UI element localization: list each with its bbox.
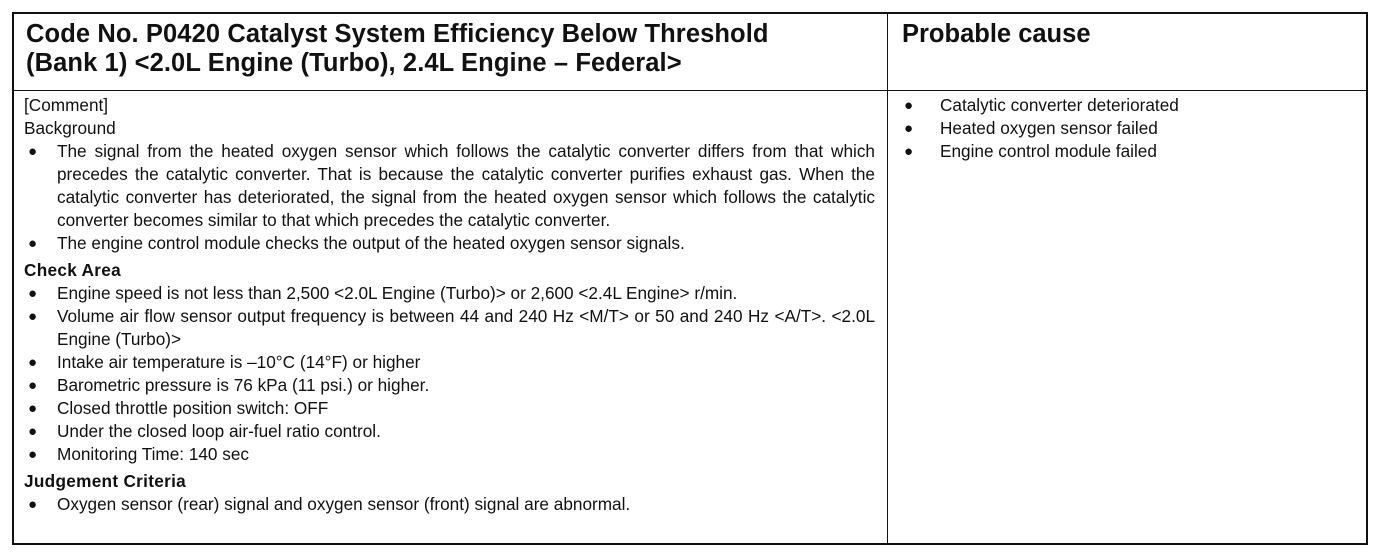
bullet-icon: ●	[28, 496, 38, 513]
list-item	[24, 305, 875, 351]
bullet-icon: ●	[904, 120, 914, 137]
bullet-icon: ●	[28, 377, 38, 394]
check-area-item-text: Barometric pressure is 76 kPa (11 psi.) or higher.	[57, 375, 430, 395]
check-area-heading: Check Area	[24, 260, 121, 280]
list-item	[902, 140, 1352, 163]
bullet-icon: ●	[904, 143, 914, 160]
list-item	[24, 374, 875, 397]
check-area-item-text: Under the closed loop air-fuel ratio control.	[57, 421, 381, 441]
background-list	[24, 140, 875, 255]
list-item	[24, 282, 875, 305]
bullet-icon: ●	[28, 446, 38, 463]
background-item-text: The signal from the heated oxygen sensor which follows the catalytic converter differs from that which precedes the catalytic converter. That is because the catalytic converter purifies exhaust gas. When the catalytic converter has deteriorated, the signal from the heated oxygen sensor which follows the catalytic converter becomes similar to that which precedes the catalytic converter.	[57, 141, 875, 230]
list-item	[24, 397, 875, 420]
probable-cause-item-text: Heated oxygen sensor failed	[940, 118, 1158, 138]
judgement-item-text: Oxygen sensor (rear) signal and oxygen sensor (front) signal are abnormal.	[57, 494, 631, 514]
background-item-text: The engine control module checks the output of the heated oxygen sensor signals.	[57, 233, 685, 253]
code-title-cell	[14, 14, 888, 91]
list-item	[24, 232, 875, 255]
check-area-list	[24, 282, 875, 466]
judgement-criteria-list	[24, 493, 875, 516]
list-item	[24, 140, 875, 232]
list-item	[902, 117, 1352, 140]
check-area-item-text: Closed throttle position switch: OFF	[57, 398, 329, 418]
probable-cause-heading: Probable cause	[902, 20, 1091, 48]
background-label: Background	[24, 118, 116, 138]
check-area-item-text: Intake air temperature is –10°C (14°F) or higher	[57, 352, 421, 372]
bullet-icon: ●	[28, 423, 38, 440]
comment-label: [Comment]	[24, 95, 109, 115]
comment-cell	[14, 91, 888, 543]
list-item	[902, 94, 1352, 117]
list-item	[24, 443, 875, 466]
check-area-item-text: Engine speed is not less than 2,500 <2.0L Engine (Turbo)> or 2,600 <2.4L Engine> r/min.	[57, 283, 738, 303]
probable-cause-item-text: Engine control module failed	[940, 141, 1157, 161]
check-area-item-text: Volume air flow sensor output frequency is between 44 and 240 Hz <M/T> or 50 and 240 Hz <A/T>. <2.0L Engine (Turbo)>	[57, 306, 875, 349]
probable-cause-item-text: Catalytic converter deteriorated	[940, 95, 1179, 115]
list-item	[24, 420, 875, 443]
bullet-icon: ●	[28, 400, 38, 417]
code-title-line1: Code No. P0420 Catalyst System Efficiency Below Threshold	[26, 20, 769, 48]
bullet-icon: ●	[28, 235, 38, 252]
judgement-criteria-heading: Judgement Criteria	[24, 471, 187, 491]
dtc-table	[12, 12, 1368, 545]
probable-cause-list	[902, 94, 1352, 163]
probable-cause-header-cell	[888, 14, 1366, 91]
bullet-icon: ●	[904, 97, 914, 114]
bullet-icon: ●	[28, 308, 38, 325]
list-item	[24, 351, 875, 374]
check-area-item-text: Monitoring Time: 140 sec	[57, 444, 250, 464]
code-title-line2: (Bank 1) <2.0L Engine (Turbo), 2.4L Engine – Federal>	[26, 49, 682, 77]
list-item	[24, 493, 875, 516]
bullet-icon: ●	[28, 354, 38, 371]
probable-cause-cell	[888, 91, 1366, 543]
bullet-icon: ●	[28, 143, 38, 160]
bullet-icon: ●	[28, 285, 38, 302]
